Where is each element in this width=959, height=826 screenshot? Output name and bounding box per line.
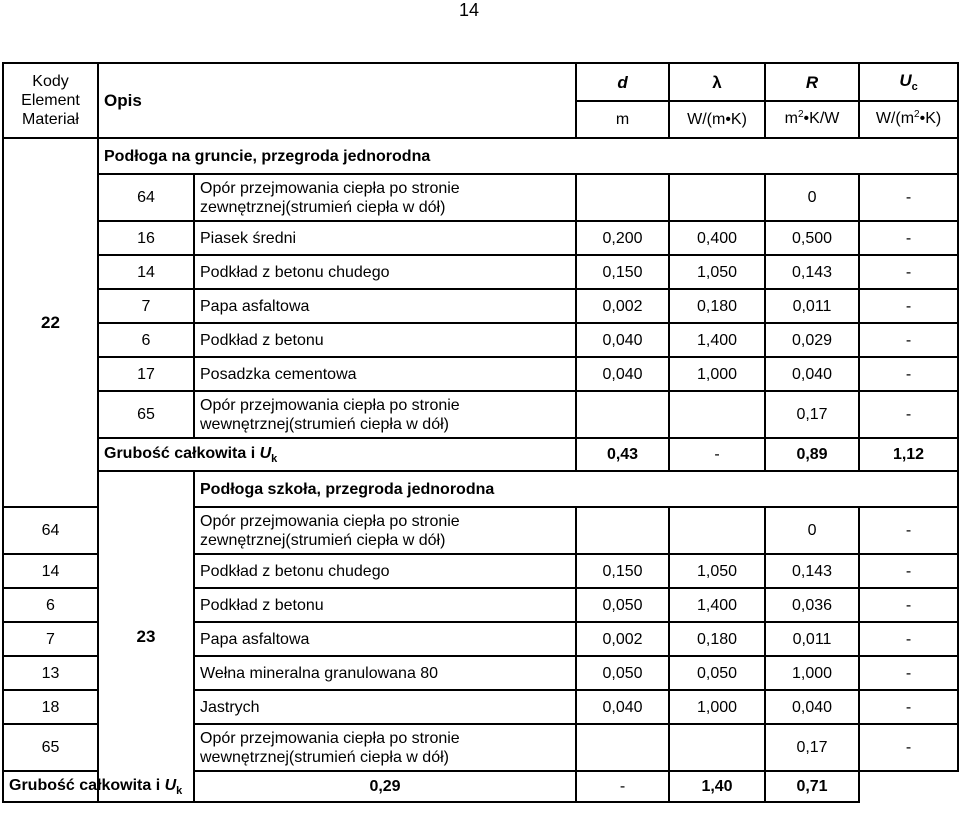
cell-kod: 7 [3, 622, 98, 656]
cell-kod: 16 [98, 221, 194, 255]
cell-opis: Opór przejmowania ciepła po stronie wewnętrznej(strumień ciepła w dół) [194, 724, 576, 771]
cell-kod: 14 [98, 255, 194, 289]
section-title: Podłoga na gruncie, przegroda jednorodna [98, 138, 958, 174]
cell-kod: 17 [98, 357, 194, 391]
cell-lambda: 0,180 [669, 622, 765, 656]
table-row [3, 323, 958, 357]
cell-lambda: 0,400 [669, 221, 765, 255]
unit-lambda: W/(m•K) [669, 101, 765, 138]
cell-d: 0,040 [576, 690, 669, 724]
section-code: 23 [98, 471, 194, 802]
cell-u: - [859, 357, 958, 391]
cell-opis: Podkład z betonu [194, 323, 576, 357]
cell-d [576, 724, 669, 771]
cell-opis: Opór przejmowania ciepła po stronie zewnętrznej(strumień ciepła w dół) [194, 174, 576, 221]
cell-d: 0,050 [576, 588, 669, 622]
cell-d: 0,002 [576, 622, 669, 656]
header-row-symbols [3, 63, 958, 101]
cell-opis: Podkład z betonu chudego [194, 554, 576, 588]
cell-kod: 64 [98, 174, 194, 221]
cell-lambda: 1,400 [669, 323, 765, 357]
section-title: Podłoga szkoła, przegroda jednorodna [194, 471, 958, 507]
cell-d [576, 507, 669, 554]
cell-opis: Wełna mineralna granulowana 80 [194, 656, 576, 690]
cell-d: 0,002 [576, 289, 669, 323]
table-row [3, 391, 958, 438]
cell-lambda: 1,000 [669, 690, 765, 724]
cell-d [576, 174, 669, 221]
section-title-row [3, 138, 958, 174]
cell-lambda [669, 391, 765, 438]
section-code: 22 [3, 138, 98, 507]
cell-kod: 65 [3, 724, 98, 771]
total-u: 0,71 [765, 771, 859, 802]
cell-r: 0 [765, 174, 859, 221]
cell-d: 0,150 [576, 554, 669, 588]
cell-lambda [669, 724, 765, 771]
total-r: 0,89 [765, 438, 859, 471]
total-row [3, 771, 958, 802]
cell-u: - [859, 221, 958, 255]
cell-opis: Papa asfaltowa [194, 622, 576, 656]
cell-d: 0,040 [576, 357, 669, 391]
cell-kod: 65 [98, 391, 194, 438]
cell-lambda: 1,050 [669, 554, 765, 588]
unit-d: m [576, 101, 669, 138]
cell-opis: Jastrych [194, 690, 576, 724]
section-title-row [3, 471, 958, 507]
cell-kod: 6 [3, 588, 98, 622]
table-row [3, 255, 958, 289]
total-d: 0,29 [194, 771, 576, 802]
cell-u: - [859, 255, 958, 289]
cell-kod: 14 [3, 554, 98, 588]
cell-opis: Papa asfaltowa [194, 289, 576, 323]
cell-kod: 64 [3, 507, 98, 554]
cell-u: - [859, 554, 958, 588]
cell-u: - [859, 174, 958, 221]
cell-opis: Opór przejmowania ciepła po stronie zewnętrznej(strumień ciepła w dół) [194, 507, 576, 554]
cell-r: 0,036 [765, 588, 859, 622]
header-kody: Kody Element Materiał [3, 63, 98, 138]
header-u: $U_c$ [859, 63, 958, 101]
cell-lambda: 0,180 [669, 289, 765, 323]
cell-opis: Posadzka cementowa [194, 357, 576, 391]
cell-u: - [859, 622, 958, 656]
total-r: 1,40 [669, 771, 765, 802]
cell-d: 0,050 [576, 656, 669, 690]
cell-lambda: 1,050 [669, 255, 765, 289]
cell-u: - [859, 391, 958, 438]
unit-u: $W/(m^2•K)$ [859, 101, 958, 138]
table-row [3, 357, 958, 391]
cell-lambda: 1,000 [669, 357, 765, 391]
cell-r: 0 [765, 507, 859, 554]
cell-lambda [669, 174, 765, 221]
cell-r: 1,000 [765, 656, 859, 690]
cell-u: - [859, 690, 958, 724]
table-row [3, 289, 958, 323]
total-row [3, 438, 958, 471]
header-lambda: λ [669, 63, 765, 101]
cell-r: 0,500 [765, 221, 859, 255]
total-d: 0,43 [576, 438, 669, 471]
cell-kod: 6 [98, 323, 194, 357]
cell-opis: Opór przejmowania ciepła po stronie wewnętrznej(strumień ciepła w dół) [194, 391, 576, 438]
cell-r: 0,040 [765, 690, 859, 724]
cell-d [576, 391, 669, 438]
cell-kod: 13 [3, 656, 98, 690]
cell-r: 0,029 [765, 323, 859, 357]
cell-r: 0,143 [765, 255, 859, 289]
header-d: d [576, 63, 669, 101]
total-u: 1,12 [859, 438, 958, 471]
cell-u: - [859, 289, 958, 323]
cell-d: 0,200 [576, 221, 669, 255]
cell-r: 0,040 [765, 357, 859, 391]
cell-opis: Piasek średni [194, 221, 576, 255]
material-table [2, 62, 959, 803]
cell-opis: Podkład z betonu [194, 588, 576, 622]
total-lambda: - [576, 771, 669, 802]
cell-kod: 18 [3, 690, 98, 724]
cell-r: 0,011 [765, 289, 859, 323]
total-label: Grubość całkowita i $U_k$ [3, 771, 194, 802]
cell-opis: Podkład z betonu chudego [194, 255, 576, 289]
total-label: Grubość całkowita i $U_k$ [98, 438, 576, 471]
table-row [3, 174, 958, 221]
cell-kod: 7 [98, 289, 194, 323]
cell-u: - [859, 588, 958, 622]
unit-r: $m^2•K/W$ [765, 101, 859, 138]
cell-r: 0,17 [765, 391, 859, 438]
cell-lambda [669, 507, 765, 554]
header-opis: Opis [98, 63, 576, 138]
header-r: R [765, 63, 859, 101]
total-lambda: - [669, 438, 765, 471]
cell-u: - [859, 724, 958, 771]
cell-r: 0,011 [765, 622, 859, 656]
cell-u: - [859, 656, 958, 690]
cell-lambda: 1,400 [669, 588, 765, 622]
cell-d: 0,150 [576, 255, 669, 289]
cell-u: - [859, 507, 958, 554]
page-number: 14 [458, 0, 480, 20]
cell-r: 0,143 [765, 554, 859, 588]
cell-d: 0,040 [576, 323, 669, 357]
cell-r: 0,17 [765, 724, 859, 771]
cell-u: - [859, 323, 958, 357]
cell-lambda: 0,050 [669, 656, 765, 690]
table-row [3, 221, 958, 255]
